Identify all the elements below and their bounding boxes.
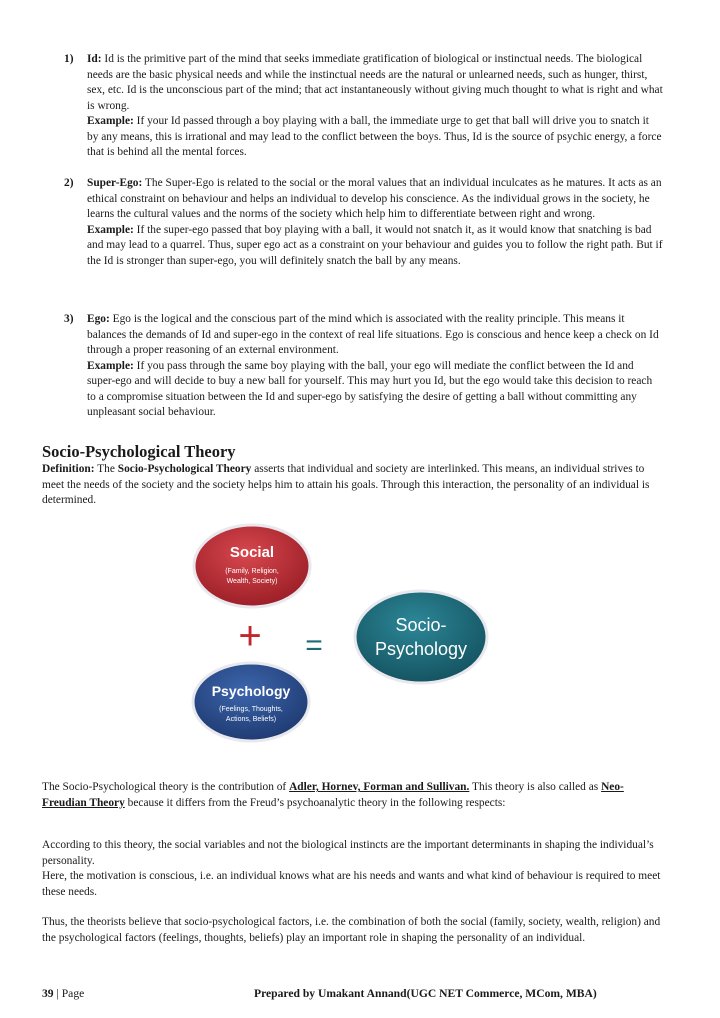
list-number: 3)	[64, 313, 74, 325]
contribution-paragraph: The Socio-Psychological theory is the contribution of Adler, Hornev, Forman and Sullivan. This theory is also called as Neo-Freudian Theory because it differs from the Freud’s psychoanalytic theory in the following respects:	[42, 781, 624, 809]
list-number: 1)	[64, 53, 74, 65]
psychology-ellipse	[193, 663, 309, 741]
definition-term: Socio-Psychological Theory	[117, 463, 252, 475]
definition-label: Definition:	[42, 463, 95, 475]
socio-psychology-diagram	[190, 515, 490, 760]
social-variables-paragraph: According to this theory, the social variables and not the biological instincts are the important determinants in shaping the individual’s personality.	[42, 839, 654, 867]
item-definition: Super-Ego: The Super-Ego is related to the social or the moral values that an individual inculcates as he matures. It acts as an ethical constraint on behaviour and helps an individual to develop his conscience. As the individual grows in the society, he learns the cultural values and the norms of the society which help him to differentiate between right and wrong.	[87, 177, 662, 220]
list-number: 2)	[64, 177, 74, 189]
item-example: Example: If you pass through the same boy playing with the ball, your ego will mediate the conflict between the Id and super-ego and will decide to buy a new ball for yourself. This may hurt you Id, but the ego would take this decision to reach to a compromise situation between the Id and super-ego by satisfying the desire of getting a ball without committing any unpleasant social behaviour.	[87, 359, 653, 418]
result-line1: Socio-	[395, 615, 447, 635]
psychology-subtitle-line1: (Feelings, Thoughts,	[219, 706, 283, 713]
page-number: 39 | Page	[42, 987, 85, 1000]
definition-paragraph: Definition: The Socio-Psychological Theory asserts that individual and society are interlinked. This means, an individual strives to meet the needs of the society and the society helps him to attain his goals. Through this interaction, the personality of an individual is determined.	[42, 463, 650, 506]
result-line2: Psychology	[374, 639, 468, 659]
equals-sign: =	[305, 629, 323, 662]
plus-sign: +	[238, 614, 262, 658]
item-term: Ego:	[87, 313, 110, 325]
item-example: Example: If the super-ego passed that boy playing with a ball, it would not snatch it, as it would know that snatching is bad and may lead to a quarrel. Thus, super ego act as a constraint on your behaviour and guides you to follow the right path. But if the Id is stronger than super-ego, you will definitely snatch the ball by any means.	[87, 223, 663, 267]
section-title: Socio-Psychological Theory	[42, 442, 236, 461]
social-subtitle-line1: (Family, Religion,	[225, 568, 279, 575]
example-label: Example:	[87, 115, 134, 127]
item-term: Id:	[87, 53, 102, 65]
social-title: Social	[229, 544, 275, 561]
example-label: Example:	[87, 359, 134, 372]
social-subtitle-line2: Wealth, Society)	[226, 578, 278, 585]
socio-psychology-ellipse	[355, 591, 487, 683]
social-ellipse	[194, 525, 310, 607]
psychology-title: Psychology	[211, 683, 291, 699]
item-definition: Ego: Ego is the logical and the conscious part of the mind which is associated with the reality principle. This means it balances the demands of Id and super-ego in the context of real life situations. Ego is conscious and hence keep a check on Id through a proper reasoning of an external environment.	[87, 313, 659, 356]
conclusion-paragraph: Thus, the theorists believe that socio-psychological factors, i.e. the combination of both the social (family, society, wealth, religion) and the psychological factors (feelings, thoughts, beliefs) play an important role in shaping the personality of an individual.	[42, 916, 661, 944]
item-definition: Id: Id is the primitive part of the mind that seeks immediate gratification of biological or instinctual needs. The biological needs are the basic physical needs and while the instinctual needs are the natural or unlearned needs, such as hunger, thirst, sex, etc. Id is the unconscious part of the mind; that act instantaneously without giving much thought to what is right and what is wrong.	[87, 53, 663, 112]
example-label: Example:	[87, 223, 134, 236]
neo-freudian-term: Neo-Freudian Theory	[42, 781, 624, 809]
item-example: Example: If your Id passed through a boy playing with a ball, the immediate urge to get that ball will drive you to snatch it by any means, this is irrational and may lead to the conflict between the boys. Thus, Id is the source of psychic energy, a force that is behind all the mental forces.	[87, 115, 662, 158]
motivation-paragraph: Here, the motivation is conscious, i.e. an individual knows what are his needs and wants and what kind of behaviour is required to meet these needs.	[42, 870, 661, 898]
theorist-names: Adler, Hornev, Forman and Sullivan.	[289, 781, 470, 793]
psychology-subtitle-line2: Actions, Beliefs)	[225, 716, 277, 723]
item-term: Super-Ego:	[87, 177, 143, 189]
prepared-by: Prepared by Umakant Annand(UGC NET Commerce, MCom, MBA)	[254, 987, 597, 1000]
